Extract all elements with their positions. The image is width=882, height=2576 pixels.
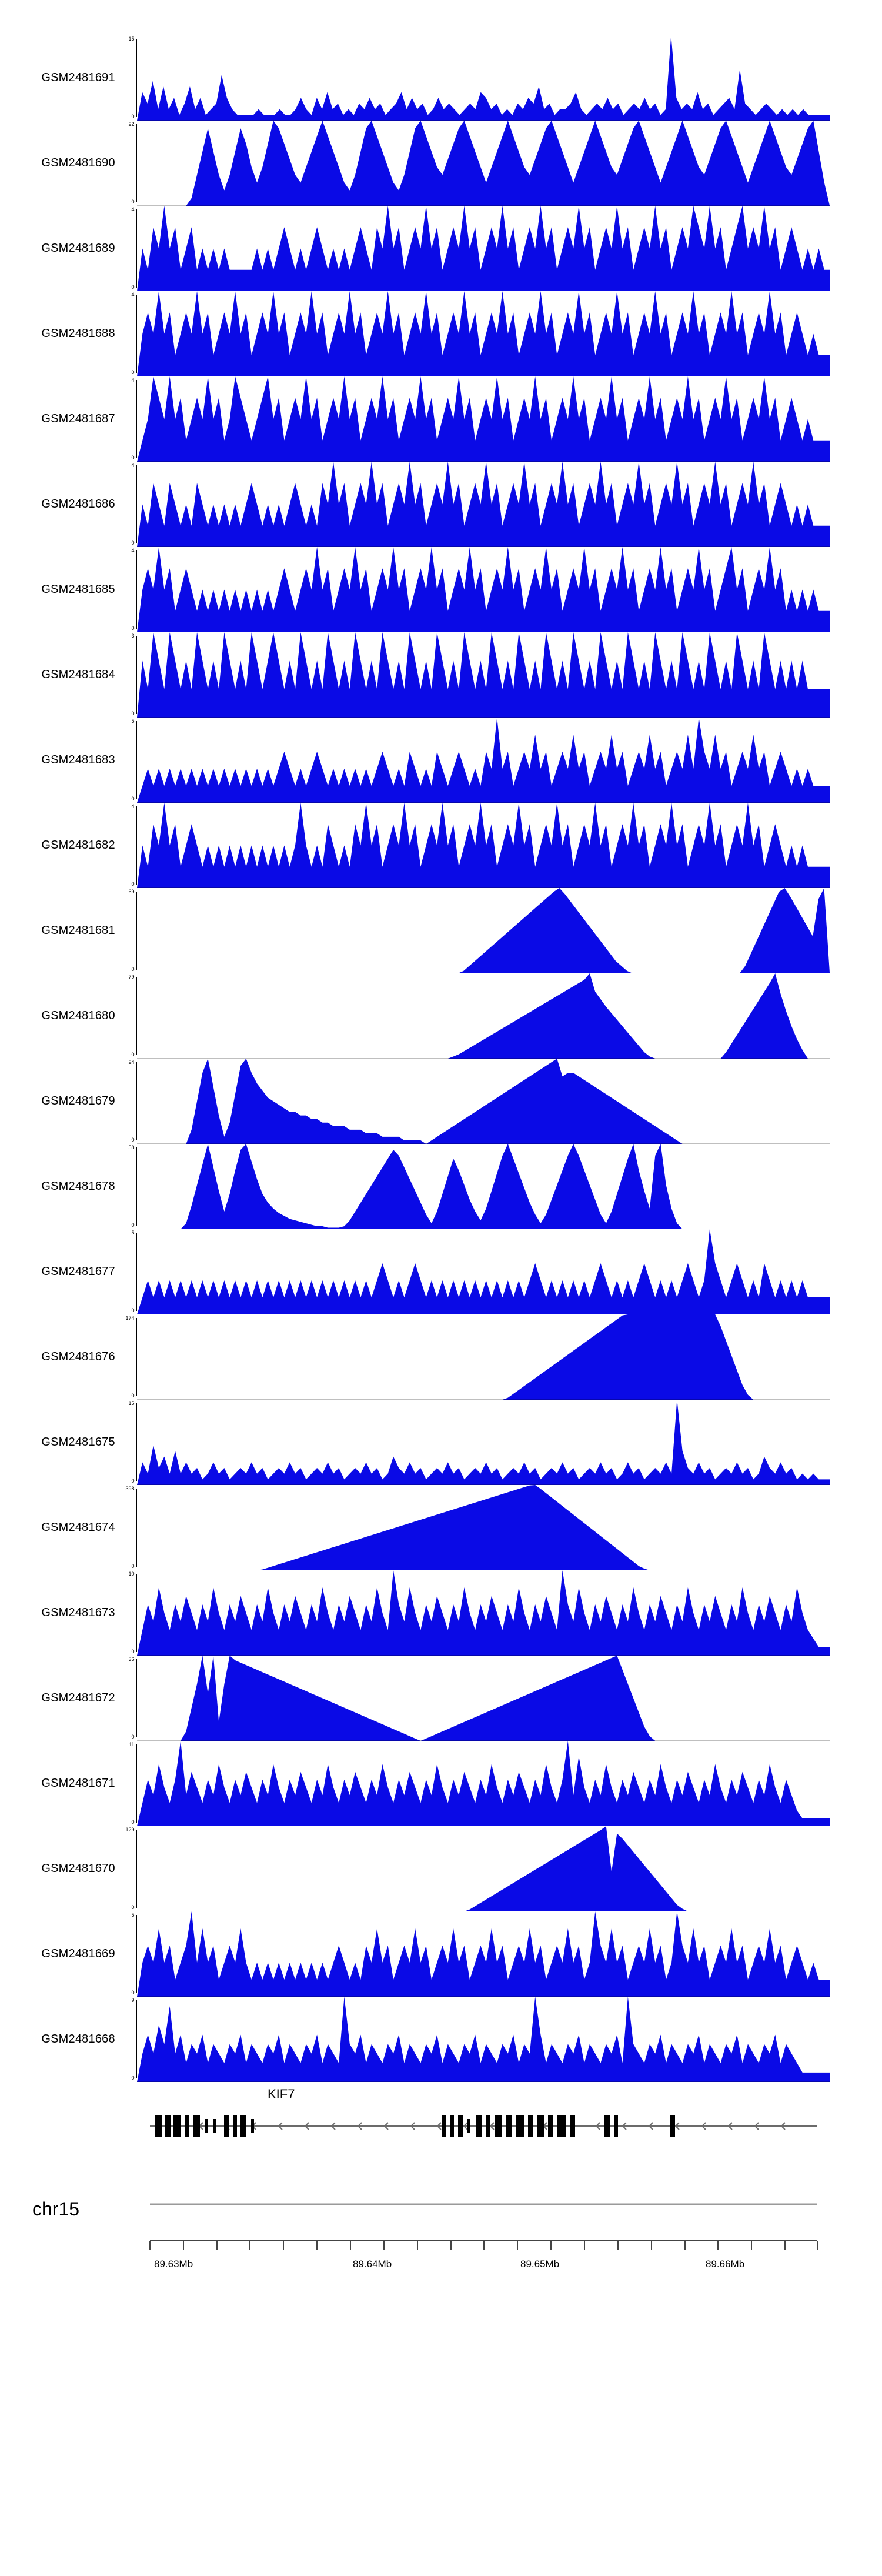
y-axis-max-label: 5 xyxy=(131,718,135,724)
coverage-track xyxy=(0,1229,882,1314)
track-y-axis xyxy=(123,1059,137,1144)
coverage-track xyxy=(0,888,882,973)
track-y-axis xyxy=(123,206,137,291)
ruler-tick-label: 89.64Mb xyxy=(353,2258,392,2270)
track-y-axis xyxy=(123,547,137,632)
y-axis-min-label: 0 xyxy=(131,1904,135,1910)
coverage-track xyxy=(0,1826,882,1911)
track-sample-label: GSM2481686 xyxy=(41,498,115,510)
y-axis-max-label: 22 xyxy=(128,121,135,127)
y-axis-min-label: 0 xyxy=(131,1052,135,1057)
coverage-plot xyxy=(137,1826,830,1911)
track-y-axis xyxy=(123,121,137,206)
track-y-axis xyxy=(123,1741,137,1826)
y-axis-min-label: 0 xyxy=(131,1478,135,1484)
coverage-track xyxy=(0,121,882,206)
track-sample-label: GSM2481668 xyxy=(41,2033,115,2046)
coverage-plot xyxy=(137,376,830,462)
y-axis-max-label: 11 xyxy=(129,1741,135,1747)
y-axis-max-label: 9 xyxy=(131,1997,135,2003)
track-sample-label: GSM2481689 xyxy=(41,242,115,255)
coverage-plot xyxy=(137,462,830,547)
track-y-axis xyxy=(123,376,137,462)
y-axis-max-label: 4 xyxy=(131,377,135,383)
y-axis-min-label: 0 xyxy=(131,369,135,375)
y-axis-min-label: 0 xyxy=(131,284,135,290)
gene-model-svg xyxy=(0,2082,882,2170)
coverage-plot xyxy=(137,718,830,803)
track-y-axis xyxy=(123,973,137,1059)
coverage-plot xyxy=(137,1656,830,1741)
coverage-track xyxy=(0,206,882,291)
track-sample-label: GSM2481690 xyxy=(41,156,115,169)
y-axis-min-label: 0 xyxy=(131,881,135,887)
coverage-track xyxy=(0,1570,882,1656)
coverage-plot xyxy=(137,632,830,718)
track-sample-label: GSM2481685 xyxy=(41,583,115,596)
track-y-axis xyxy=(123,1144,137,1229)
track-sample-label: GSM2481676 xyxy=(41,1350,115,1363)
coverage-track xyxy=(0,718,882,803)
y-axis-max-label: 398 xyxy=(125,1486,135,1491)
track-sample-label: GSM2481669 xyxy=(41,1947,115,1960)
track-y-axis xyxy=(123,1400,137,1485)
track-sample-label: GSM2481674 xyxy=(41,1521,115,1534)
ruler-svg xyxy=(0,2170,882,2294)
track-y-axis xyxy=(123,1570,137,1656)
coverage-track xyxy=(0,291,882,376)
y-axis-max-label: 36 xyxy=(128,1656,135,1662)
y-axis-min-label: 0 xyxy=(131,1393,135,1399)
y-axis-max-label: 4 xyxy=(131,292,135,298)
y-axis-min-label: 0 xyxy=(131,1819,135,1825)
track-y-axis xyxy=(123,632,137,718)
track-y-axis xyxy=(123,291,137,376)
track-sample-label: GSM2481672 xyxy=(41,1691,115,1704)
track-y-axis xyxy=(123,1485,137,1570)
coverage-track xyxy=(0,1400,882,1485)
y-axis-min-label: 0 xyxy=(131,540,135,546)
coverage-track xyxy=(0,1144,882,1229)
track-y-axis xyxy=(123,1656,137,1741)
track-sample-label: GSM2481673 xyxy=(41,1606,115,1619)
y-axis-max-label: 69 xyxy=(128,889,135,895)
track-y-axis xyxy=(123,1826,137,1911)
track-y-axis xyxy=(123,462,137,547)
coverage-plot xyxy=(137,973,830,1059)
coverage-plot xyxy=(137,1144,830,1229)
y-axis-max-label: 10 xyxy=(128,1571,135,1577)
y-axis-max-label: 15 xyxy=(128,1400,135,1406)
track-sample-label: GSM2481677 xyxy=(41,1265,115,1278)
track-sample-label: GSM2481675 xyxy=(41,1436,115,1449)
track-sample-label: GSM2481684 xyxy=(41,668,115,681)
coverage-plot xyxy=(137,206,830,291)
coverage-plot xyxy=(137,35,830,121)
track-sample-label: GSM2481680 xyxy=(41,1009,115,1022)
y-axis-max-label: 4 xyxy=(131,462,135,468)
y-axis-min-label: 0 xyxy=(131,2075,135,2081)
track-y-axis xyxy=(123,888,137,973)
track-sample-label: GSM2481683 xyxy=(41,753,115,766)
y-axis-max-label: 3 xyxy=(131,633,135,639)
coverage-plot xyxy=(137,1400,830,1485)
y-axis-max-label: 129 xyxy=(125,1827,135,1833)
coverage-track xyxy=(0,632,882,718)
y-axis-min-label: 0 xyxy=(131,1307,135,1313)
y-axis-min-label: 0 xyxy=(131,1649,135,1654)
y-axis-min-label: 0 xyxy=(131,1222,135,1228)
y-axis-min-label: 0 xyxy=(131,114,135,119)
coverage-track xyxy=(0,803,882,888)
ruler-tick-label: 89.63Mb xyxy=(154,2258,193,2270)
track-y-axis xyxy=(123,718,137,803)
coverage-track xyxy=(0,376,882,462)
y-axis-max-label: 5 xyxy=(131,1230,135,1236)
coverage-plot xyxy=(137,1314,830,1400)
coverage-track xyxy=(0,1997,882,2082)
coverage-plot xyxy=(137,1229,830,1314)
ruler-tick-label: 89.65Mb xyxy=(520,2258,560,2270)
y-axis-max-label: 4 xyxy=(131,548,135,553)
coverage-track xyxy=(0,1741,882,1826)
y-axis-min-label: 0 xyxy=(131,1734,135,1740)
y-axis-max-label: 5 xyxy=(131,1912,135,1918)
coverage-plot xyxy=(137,1741,830,1826)
ruler-tick-label: 89.66Mb xyxy=(706,2258,745,2270)
y-axis-min-label: 0 xyxy=(131,966,135,972)
coverage-plot xyxy=(137,121,830,206)
coverage-plot xyxy=(137,1059,830,1144)
track-y-axis xyxy=(123,1229,137,1314)
y-axis-max-label: 15 xyxy=(128,36,135,42)
track-sample-label: GSM2481688 xyxy=(41,327,115,340)
coverage-plot xyxy=(137,1997,830,2082)
coverage-track xyxy=(0,973,882,1059)
coverage-track xyxy=(0,1485,882,1570)
coverage-plot xyxy=(137,547,830,632)
y-axis-min-label: 0 xyxy=(131,1137,135,1143)
track-y-axis xyxy=(123,35,137,121)
gene-name-label: KIF7 xyxy=(268,2087,295,2101)
y-axis-max-label: 79 xyxy=(128,974,135,980)
coverage-track xyxy=(0,1059,882,1144)
coverage-plot xyxy=(137,291,830,376)
y-axis-min-label: 0 xyxy=(131,455,135,461)
y-axis-min-label: 0 xyxy=(131,199,135,205)
y-axis-max-label: 174 xyxy=(125,1315,135,1321)
track-y-axis xyxy=(123,1314,137,1400)
coverage-plot xyxy=(137,1570,830,1656)
y-axis-min-label: 0 xyxy=(131,710,135,716)
coverage-track xyxy=(0,1911,882,1997)
track-y-axis xyxy=(123,1997,137,2082)
y-axis-min-label: 0 xyxy=(131,625,135,631)
y-axis-max-label: 4 xyxy=(131,803,135,809)
track-sample-label: GSM2481687 xyxy=(41,412,115,425)
coverage-track xyxy=(0,462,882,547)
coverage-track xyxy=(0,1314,882,1400)
coverage-plot xyxy=(137,1485,830,1570)
coverage-track xyxy=(0,547,882,632)
track-sample-label: GSM2481670 xyxy=(41,1862,115,1875)
track-sample-label: GSM2481682 xyxy=(41,839,115,852)
track-sample-label: GSM2481679 xyxy=(41,1095,115,1107)
track-sample-label: GSM2481691 xyxy=(41,71,115,84)
chromosome-label: chr15 xyxy=(32,2198,80,2220)
coverage-plot xyxy=(137,888,830,973)
coverage-plot xyxy=(137,1911,830,1997)
y-axis-min-label: 0 xyxy=(131,1563,135,1569)
track-y-axis xyxy=(123,803,137,888)
track-y-axis xyxy=(123,1911,137,1997)
track-sample-label: GSM2481678 xyxy=(41,1180,115,1193)
track-sample-label: GSM2481671 xyxy=(41,1777,115,1790)
coverage-track xyxy=(0,35,882,121)
coverage-track xyxy=(0,1656,882,1741)
y-axis-max-label: 4 xyxy=(131,206,135,212)
y-axis-min-label: 0 xyxy=(131,1990,135,1996)
coverage-plot xyxy=(137,803,830,888)
y-axis-max-label: 24 xyxy=(128,1059,135,1065)
y-axis-max-label: 58 xyxy=(128,1144,135,1150)
y-axis-min-label: 0 xyxy=(131,796,135,802)
track-sample-label: GSM2481681 xyxy=(41,924,115,937)
